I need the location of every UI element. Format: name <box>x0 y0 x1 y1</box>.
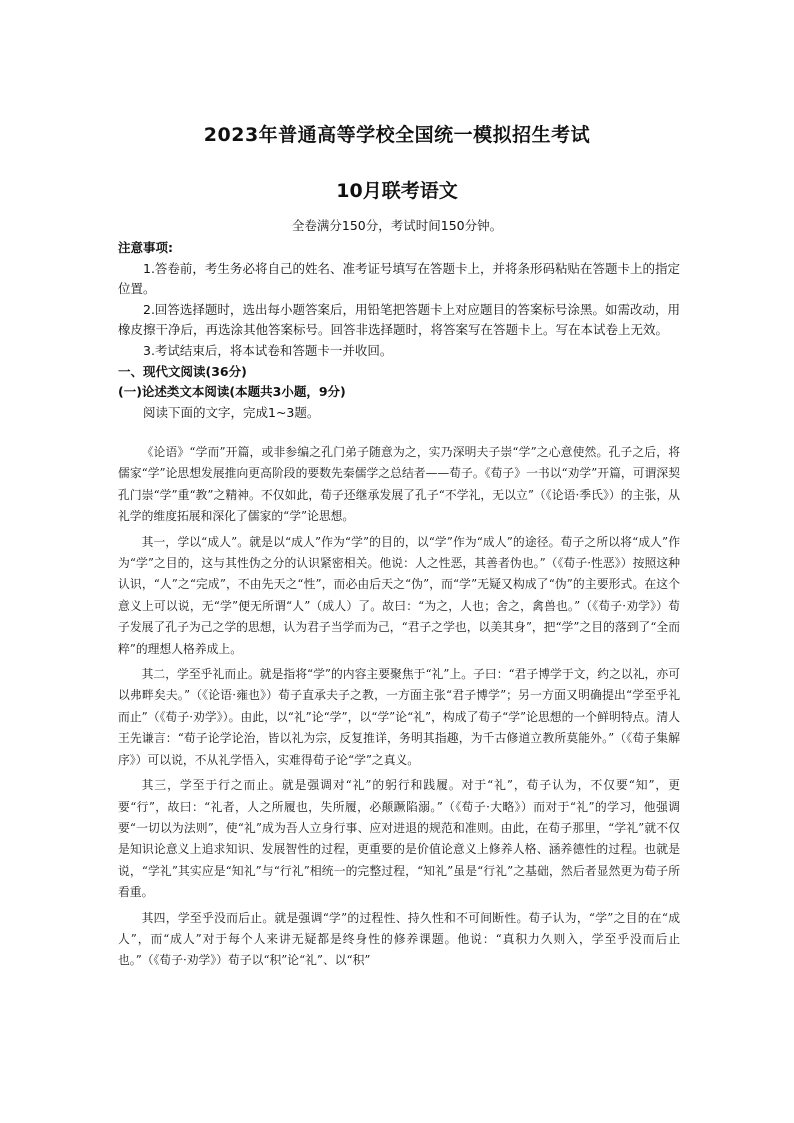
article-paragraph-4: 其三，学至于行之而止。就是强调对“礼”的躬行和践履。对于“礼”，荀子认为，不仅要“知”，更要“行”，故曰：“礼者，人之所履也，失所履，必颠蹶陷溺。”（《荀子·大略》）而对于“礼”的学习，他强调要“一切以为法则”，使“礼”成为吾人立身行事、应对进退的规范和准则。由此，在荀子那里，“学礼”就不仅是知识论意义上追求知识、发展智性的过程，更重要的是价值论意义上修养人格、涵养德性的过程。也就是说，“学礼”其实应是“知礼”与“行礼”相统一的完整过程，“知礼”虽是“行礼”之基础，然后者显然更为荀子所看重。 <box>118 778 681 900</box>
exam-subtitle: 10月联考语文 <box>336 180 458 202</box>
exam-title: 2023年普通高等学校全国统一模拟招生考试 <box>203 124 591 146</box>
exam-meta: 全卷满分150分，考试时间150分钟。 <box>291 218 503 233</box>
reading-article <box>118 442 680 976</box>
article-paragraph-3: 其二，学至乎礼而止。就是指将“学”的内容主要聚焦于“礼”上。子曰：“君子博学于文，约之以礼，亦可以弗畔矣夫。”（《论语·雍也》）荀子直承夫子之教，一方面主张“君子博学”；另一方面又明确提出“学至乎礼而止”（《荀子·劝学》）。由此，以“礼”论“学”，以“学”论“礼”，构成了荀子“学”论思想的一个鲜明特点。清人王先谦言：“荀子论学论治，皆以礼为宗，反复推详，务明其指趣，为千古修道立教所莫能外。”（《荀子集解序》）可以说，不从礼学悟入，实难得荀子论“学”之真义。 <box>118 667 680 767</box>
notice-item-1: 1.答卷前，考生务必将自己的姓名、准考证号填写在答题卡上，并将条形码粘贴在答题卡上的指定位置。 <box>118 260 680 297</box>
instructions-block <box>118 238 680 423</box>
notice-item-3: 3.考试结束后，将本试卷和答题卡一并收回。 <box>143 342 393 358</box>
article-paragraph-1: 《论语》“学而”开篇，或非参编之孔门弟子随意为之，实乃深明夫子崇“学”之心意使然。孔子之后，将儒家“学”论思想发展推向更高阶段的要数先秦儒学之总结者——荀子。《荀子》一书以“劝学”开篇，可谓深契孔门崇“学”重“教”之精神。不仅如此，荀子还继承发展了孔子“不学礼，无以立”（《论语·季氏》）的主张，从礼学的维度拓展和深化了儒家的“学”论思想。 <box>118 445 680 524</box>
notice-heading: 注意事项: <box>118 240 173 255</box>
article-paragraph-5: 其四，学至乎没而后止。就是强调“学”的过程性、持久性和不可间断性。荀子认为，“学”之目的在“成人”，而“成人”对于每个人来讲无疑都是终身性的修养课题。他说：“真积力久则入，学至乎没而后止也。”（《荀子·劝学》）荀子以“积”论“礼”、以“积” <box>118 910 680 968</box>
section-heading: 一、现代文阅读(36分) <box>118 363 247 379</box>
reading-instruction: 阅读下面的文字，完成1~3题。 <box>143 404 320 420</box>
subsection-heading: (一)论述类文本阅读(本题共3小题，9分) <box>118 384 346 400</box>
article-paragraph-2: 其一，学以“成人”。就是以“成人”作为“学”的目的，以“学”作为“成人”的途径。荀子之所以将“成人”作为“学”之目的，这与其性伪之分的认识紧密相关。他说：人之性恶，其善者伪也。”（《荀子·性恶》）按照这种认识，“人”之“完成”，不由先天之“性”，而必由后天之“伪”，而“学”无疑又构成了“伪”的主要形式。在这个意义上可以说，无“学”便无所谓“人”（成人）了。故曰：“为之，人也；舍之，禽兽也。”（《荀子·劝学》）荀子发展了孔子为己之学的思想，认为君子当学而为己，“君子之学也，以美其身”，把“学”之目的落到了“全而粹”的理想人格养成上。 <box>118 534 680 656</box>
notice-item-2: 2.回答选择题时，选出每小题答案后，用铅笔把答题卡上对应题目的答案标号涂黑。如需改动，用橡皮擦干净后，再选涂其他答案标号。回答非选择题时，将答案写在答题卡上。写在本试卷上无效。 <box>118 301 680 338</box>
